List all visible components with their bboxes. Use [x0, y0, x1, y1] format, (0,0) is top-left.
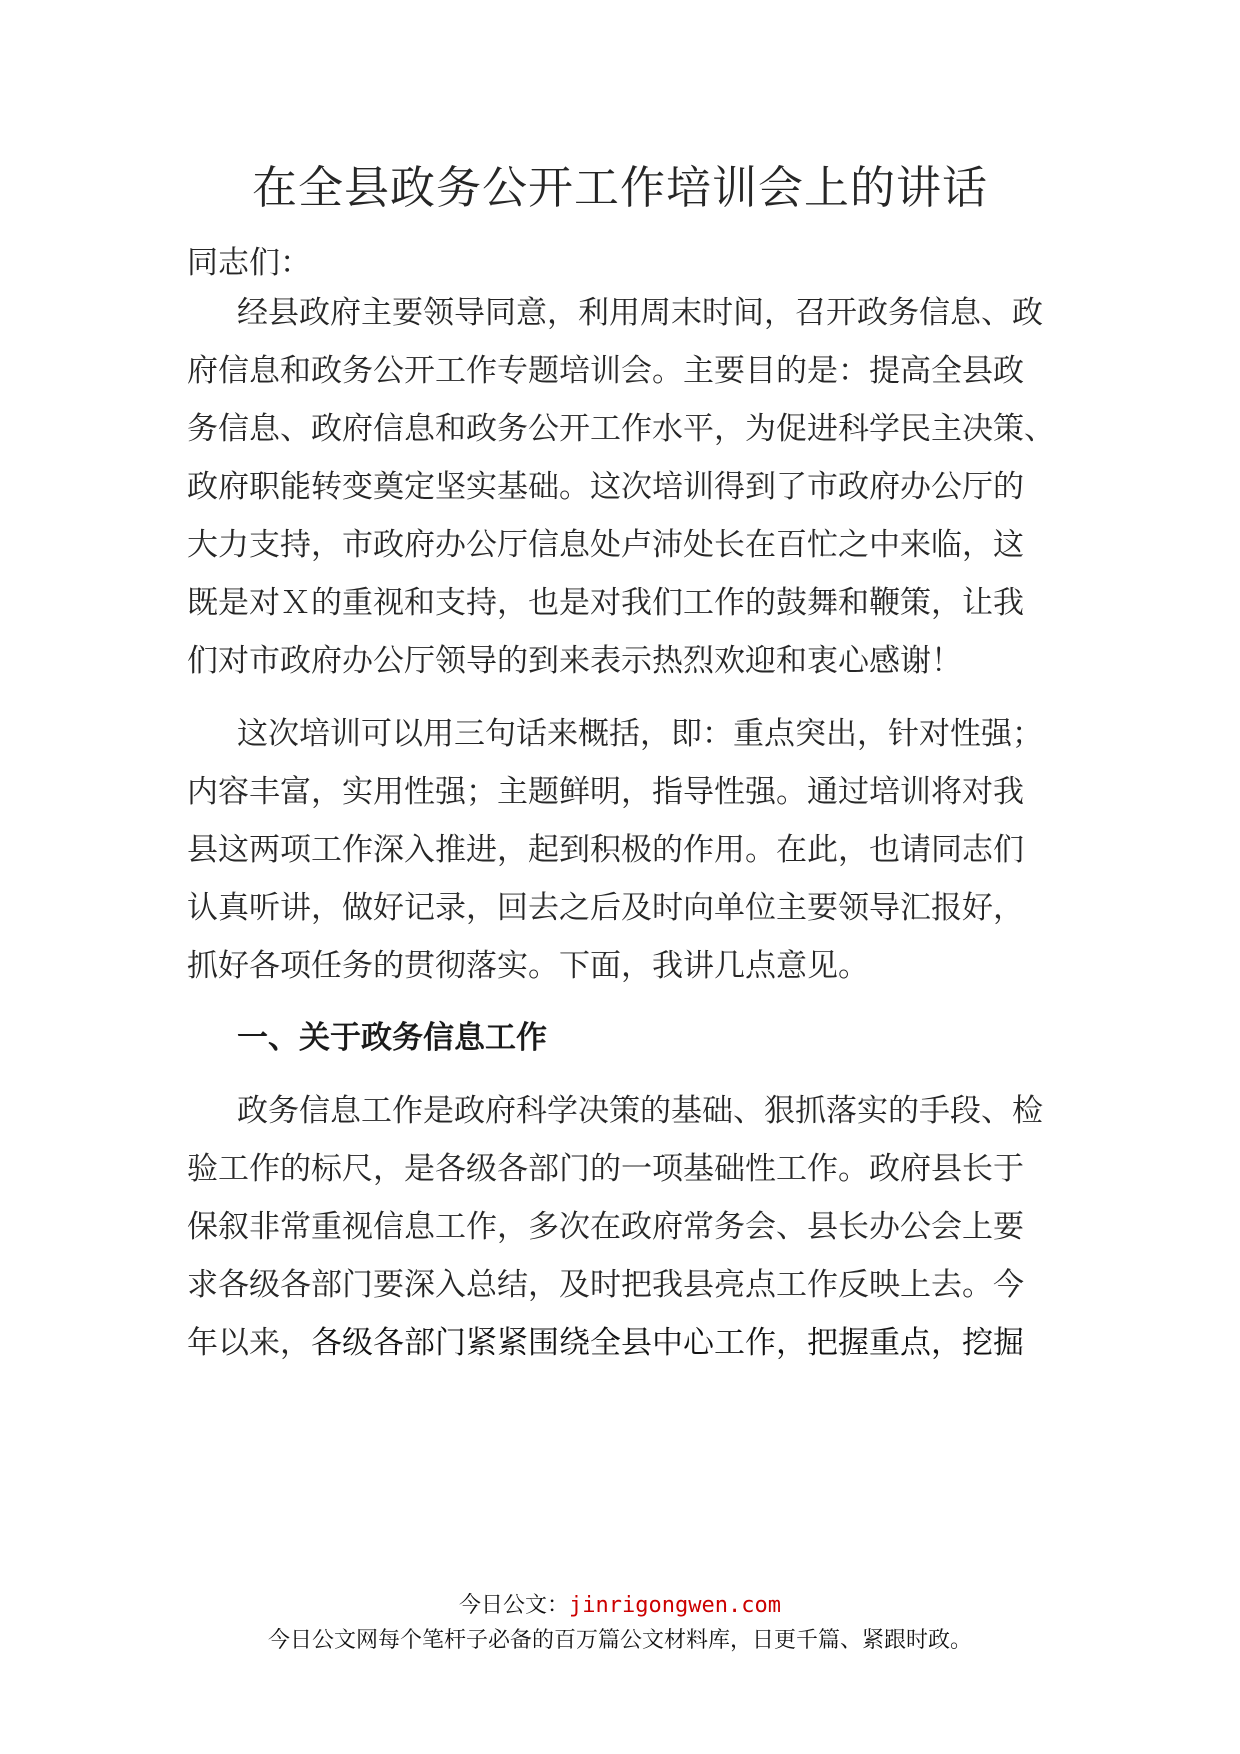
section-heading-1: 一、关于政务信息工作 [237, 1020, 547, 1056]
footer-slogan: 今日公文网每个笔杆子必备的百万篇公文材料库，日更千篇、紧跟时政。 [267, 1628, 972, 1653]
para1-line-2: 府信息和政务公开工作专题培训会。主要目的是：提高全县政 [187, 353, 1024, 389]
para2-line-2: 内容丰富，实用性强；主题鲜明，指导性强。通过培训将对我 [187, 774, 1024, 810]
footer-site-url[interactable]: jinrigongwen.com [569, 1593, 781, 1618]
para3-line-5-end: 各级各部门紧紧围绕全县中心工作，把握重点，挖掘 [311, 1325, 1024, 1361]
para1-line-7: 们对市政府办公厅领导的到来表示热烈欢迎和衷心感谢！ [187, 643, 962, 679]
para2-line-4: 认真听讲，做好记录，回去之后及时向单位主要领导汇报好， [187, 890, 1024, 926]
para2-line-5: 抓好各项任务的贯彻落实。下面，我讲几点意见。 [187, 948, 869, 984]
salutation: 同志们： [187, 245, 311, 281]
para3-line-5 [187, 1323, 1057, 1363]
document-title: 在全县政务公开工作培训会上的讲话 [251, 161, 988, 214]
para1-line-4: 政府职能转变奠定坚实基础。这次培训得到了市政府办公厅的 [187, 469, 1024, 505]
para2-line-1: 这次培训可以用三句话来概括，即：重点突出，针对性强； [237, 716, 1043, 752]
footer-site-label: 今日公文： [459, 1593, 570, 1618]
para1-line-5: 大力支持，市政府办公厅信息处卢沛处长在百忙之中来临，这 [187, 527, 1024, 563]
para3-line-2: 验工作的标尺，是各级各部门的一项基础性工作。政府县长于 [187, 1151, 1024, 1187]
para3-line-3: 保叙非常重视信息工作，多次在政府常务会、县长办公会上要 [187, 1209, 1024, 1245]
para1-line-1: 经县政府主要领导同意，利用周末时间，召开政务信息、政 [237, 295, 1043, 331]
para3-line-4: 求各级各部门要深入总结，及时把我县亮点工作反映上去。今 [187, 1267, 1024, 1303]
footer-site [0, 1591, 1240, 1621]
para3-line-5-start: 年以来， [187, 1325, 311, 1361]
para2-line-3: 县这两项工作深入推进，起到积极的作用。在此，也请同志们 [187, 832, 1024, 868]
para1-line-3: 务信息、政府信息和政务公开工作水平，为促进科学民主决策、 [187, 411, 1055, 447]
para1-line-6: 既是对Ｘ的重视和支持，也是对我们工作的鼓舞和鞭策，让我 [187, 585, 1024, 621]
para3-line-1: 政务信息工作是政府科学决策的基础、狠抓落实的手段、检 [237, 1093, 1043, 1129]
